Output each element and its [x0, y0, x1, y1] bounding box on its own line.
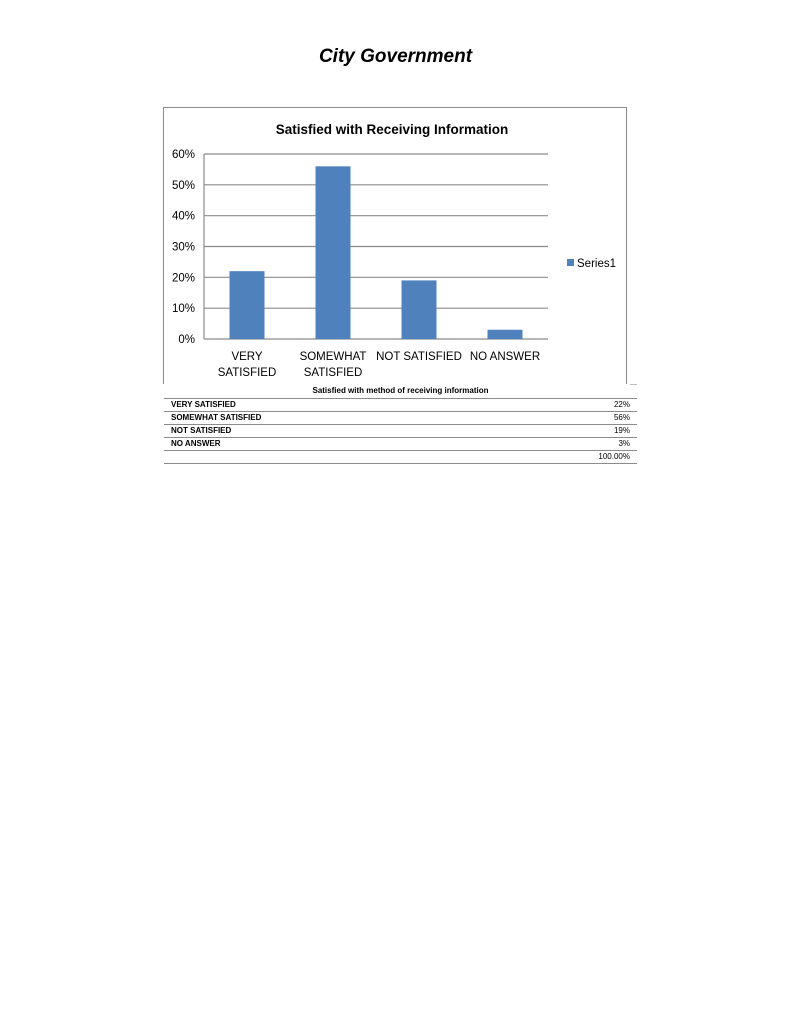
y-tick-label: 50% — [171, 179, 195, 192]
bars — [230, 166, 523, 339]
y-tick-label: 30% — [171, 241, 195, 254]
chart-title: Satisfied with Receiving Information — [275, 122, 509, 137]
chart-frame — [163, 107, 627, 384]
table-row — [164, 412, 637, 425]
row-value: 19% — [493, 425, 637, 438]
y-axis-ticks — [172, 149, 195, 346]
data-table — [164, 399, 637, 464]
y-tick-label: 20% — [171, 272, 195, 285]
row-label: VERY SATISFIED — [164, 399, 493, 412]
row-label: NOT SATISFIED — [164, 425, 493, 438]
table-caption: Satisfied with method of receiving information — [164, 384, 637, 399]
legend — [567, 258, 616, 270]
x-category-label: NOT SATISFIED — [376, 351, 462, 363]
legend-label: Series1 — [577, 258, 616, 270]
y-tick-label: 0% — [178, 334, 195, 346]
page-title: City Government — [318, 46, 473, 67]
y-tick-label: 10% — [171, 303, 195, 316]
table-row — [164, 399, 637, 412]
bar-chart — [164, 108, 628, 385]
bar — [402, 280, 437, 339]
row-label: NO ANSWER — [164, 438, 493, 451]
x-category-label: VERY SATISFIED — [217, 351, 277, 379]
table-row — [164, 438, 637, 451]
row-label: SOMEWHAT SATISFIED — [164, 412, 493, 425]
table-total-row — [164, 451, 637, 464]
x-axis-categories — [218, 351, 540, 379]
legend-swatch — [567, 259, 574, 266]
row-label — [164, 451, 493, 464]
table-row — [164, 425, 637, 438]
bar — [230, 271, 265, 339]
row-value: 22% — [493, 399, 637, 412]
y-tick-label: 60% — [171, 149, 195, 161]
data-table-section — [164, 384, 637, 464]
total-value: 100.00% — [493, 451, 637, 464]
row-value: 3% — [493, 438, 637, 451]
bar — [316, 166, 351, 339]
y-tick-label: 40% — [171, 210, 195, 223]
x-category-label: NO ANSWER — [469, 351, 541, 363]
row-value: 56% — [493, 412, 637, 425]
x-category-label: SOMEWHAT SATISFIED — [299, 351, 367, 379]
bar — [488, 330, 523, 339]
